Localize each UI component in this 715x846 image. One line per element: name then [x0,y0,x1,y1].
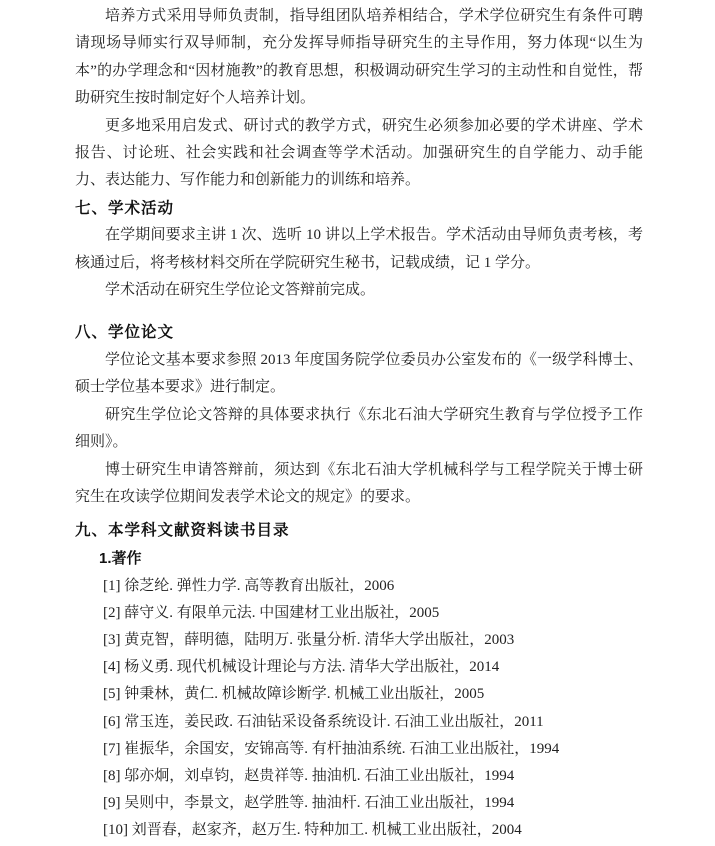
reference-item-2: [2] 薛守义. 有限单元法. 中国建材工业出版社，2005 [103,604,440,621]
section-heading-academic-activities: 七、学术活动 [75,199,175,217]
reference-list [75,573,643,845]
subheading-monographs: 1.著作 [99,549,142,567]
reference-item-8: [8] 邬亦炯，刘卓钧，赵贵祥等. 抽油机. 石油工业出版社，1994 [103,767,515,784]
reference-item-7: [7] 崔振华，余国安，安锦高等. 有杆抽油系统. 石油工业出版社，1994 [103,740,560,757]
paragraph-doctoral-publication-requirement: 博士研究生申请答辩前，须达到《东北石油大学机械科学与工程学院关于博士研究生在攻读学位期间发表学术论文的规定》的要求。 [75,461,643,505]
reference-item-10: [10] 刘晋春，赵家齐，赵万生. 特种加工. 机械工业出版社，2004 [103,822,522,839]
section-heading-degree-thesis: 八、学位论文 [75,324,175,342]
paragraph-thesis-defense-requirement: 研究生学位论文答辩的具体要求执行《东北石油大学研究生教育与学位授予工作细则》。 [75,406,643,451]
paragraph-academic-report-requirement: 在学期间要求主讲 1 次、选听 10 讲以上学术报告。学术活动由导师负责考核，考核通过后，将考核材料交所在学院研究生秘书，记载成绩，记 1 学分。 [75,227,643,271]
paragraph-academic-activity-deadline: 学术活动在研究生学位论文答辩前完成。 [105,282,376,299]
reference-item-6: [6] 常玉连，姜民政. 石油钻采设备系统设计. 石油工业出版社，2011 [103,713,544,730]
paragraph-thesis-basic-requirement: 学位论文基本要求参照 2013 年度国务院学位委员办公室发布的《一级学科博士、硕士学位基本要求》进行制定。 [75,351,643,396]
reference-item-1: [1] 徐芝纶. 弹性力学. 高等教育出版社，2006 [103,577,395,594]
reference-item-4: [4] 杨义勇. 现代机械设计理论与方法. 清华大学出版社，2014 [103,659,500,676]
paragraph-teaching-approach: 更多地采用启发式、研讨式的教学方式，研究生必须参加必要的学术讲座、学术报告、讨论班、社会实践和社会调查等学术活动。加强研究生的自学能力、动手能力、表达能力、写作能力和创新能力的训练和培养。 [75,117,643,189]
section-heading-reading-list: 九、本学科文献资料读书目录 [75,522,290,540]
reference-item-3: [3] 黄克智，薛明德，陆明万. 张量分析. 清华大学出版社，2003 [103,631,515,648]
paragraph-training-method: 培养方式采用导师负责制，指导组团队培养相结合，学术学位研究生有条件可聘请现场导师实行双导师制，充分发挥导师指导研究生的主导作用，努力体现“以生为本”的办学理念和“因材施教”的教育思想，积极调动研究生学习的主动性和自觉性，帮助研究生按时制定好个人培养计划。 [75,8,643,107]
reference-item-5: [5] 钟秉林，黄仁. 机械故障诊断学. 机械工业出版社，2005 [103,686,485,703]
reference-item-9: [9] 吴则中，李景文，赵学胜等. 抽油杆. 石油工业出版社，1994 [103,795,515,812]
